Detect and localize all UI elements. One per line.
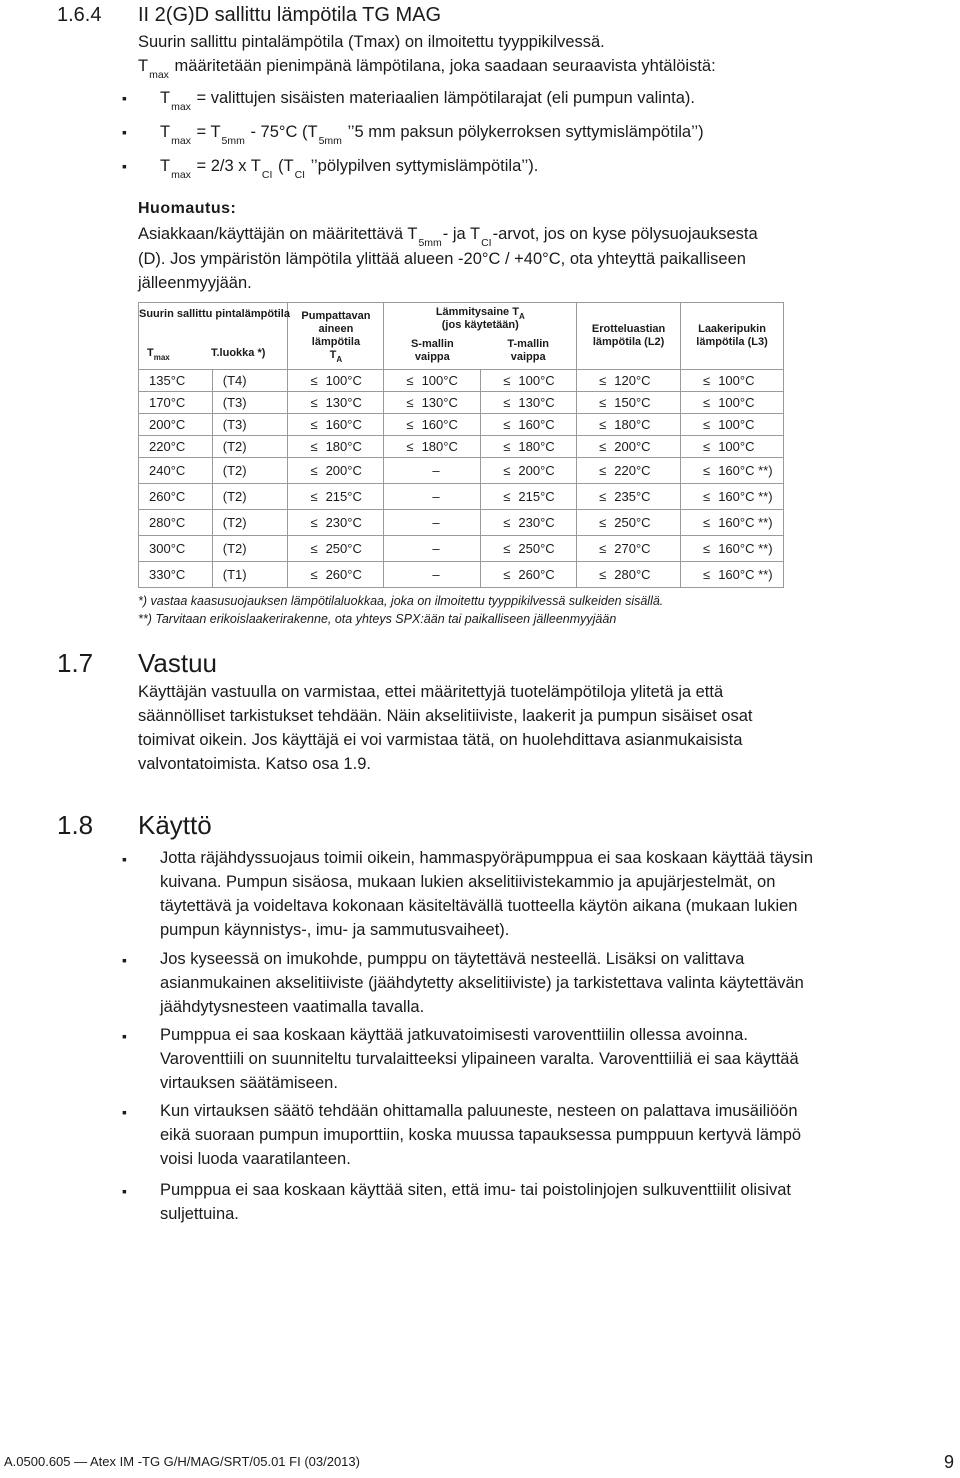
formula-sub: max <box>171 101 191 113</box>
table-cell-tmax <box>139 536 213 562</box>
bullet-icon: ▪ <box>122 1104 127 1120</box>
cell-value: 160°C **) <box>718 541 773 556</box>
note-title: Huomautus: <box>138 200 237 217</box>
cell-value: (T2) <box>222 489 247 504</box>
cell-value: 180°C <box>614 417 651 432</box>
table-cell-cls <box>212 458 288 484</box>
formula-text: = 2/3 x T <box>191 157 261 175</box>
note-line-3: jälleenmyyjään. <box>138 274 252 292</box>
table-cell-l3 <box>681 484 784 510</box>
less-equal-symbol: ≤ <box>503 489 511 504</box>
table-cell-tmax <box>139 414 213 436</box>
footnote-2: **) Tarvitaan erikoislaakerirakenne, ota yhteys SPX:ään tai paikalliseen jälleenmyyjään <box>138 612 617 626</box>
table-cell-l2 <box>577 392 681 414</box>
formula-sub: CI <box>261 169 273 181</box>
header-pumped-temp <box>288 303 384 370</box>
paragraph-line: voisi luoda vaaratilanteen. <box>160 1150 351 1168</box>
paragraph-line: valvontatoimista. Katso osa 1.9. <box>138 755 371 773</box>
table-cell-cls <box>212 510 288 536</box>
table-row <box>139 510 784 536</box>
formula-sub: 5mm <box>221 135 245 147</box>
section-title: Käyttö <box>138 810 212 840</box>
note-sub: 5mm <box>418 237 442 249</box>
formula-sub: max <box>171 169 191 181</box>
table-cell-pumped <box>288 536 384 562</box>
bullet-icon: ▪ <box>122 1183 127 1199</box>
usage-bullet-5 <box>160 1178 791 1226</box>
cell-value: (T3) <box>222 417 247 432</box>
less-equal-symbol: ≤ <box>703 541 711 556</box>
table-row <box>139 536 784 562</box>
table-row <box>139 414 784 436</box>
footnote-1: *) vastaa kaasusuojauksen lämpötilaluokkaa, joka on ilmoitettu tyyppikilvessä sulkeiden sisällä. <box>138 594 664 608</box>
paragraph-line: kuivana. Pumpun sisäosa, mukaan lukien akselitiivistekammio ja apujärjestelmät, on <box>160 873 776 891</box>
cell-value: (T2) <box>222 541 247 556</box>
bullet-icon: ▪ <box>122 158 127 174</box>
less-equal-symbol: ≤ <box>599 567 607 582</box>
formula-text: - 75°C (T <box>245 123 318 141</box>
table-cell-cls <box>212 484 288 510</box>
note-line-1 <box>138 222 758 248</box>
table-cell-l2 <box>577 436 681 458</box>
table-cell-l3 <box>681 414 784 436</box>
cell-value: (T2) <box>222 463 247 478</box>
header-heating-note: (jos käytetään) <box>441 319 519 331</box>
cell-value: 235°C <box>614 489 651 504</box>
formula-bullet-1 <box>160 86 695 112</box>
cell-value: 230°C <box>325 515 362 530</box>
cell-value: (T1) <box>222 567 247 582</box>
table-cell-pumped <box>288 484 384 510</box>
table-cell-s <box>384 458 481 484</box>
paragraph-line: Varoventtiili on suunniteltu turvalaitteeksi ylipaineen varalta. Varoventtiiliä ei saa käyttää <box>160 1050 799 1068</box>
cell-value: 200°C <box>518 463 555 478</box>
cell-value: 160°C <box>325 417 362 432</box>
cell-value: 100°C <box>421 373 458 388</box>
bullet-icon: ▪ <box>122 90 127 106</box>
less-equal-symbol: ≤ <box>599 541 607 556</box>
less-equal-symbol: ≤ <box>406 417 414 432</box>
less-equal-symbol: ≤ <box>503 541 511 556</box>
cell-value: 220°C <box>149 439 186 454</box>
cell-value: 160°C <box>518 417 555 432</box>
less-equal-symbol: ≤ <box>503 463 511 478</box>
less-equal-symbol: ≤ <box>703 463 711 478</box>
cell-value: 260°C <box>518 567 555 582</box>
less-equal-symbol: ≤ <box>503 515 511 530</box>
less-equal-symbol: ≤ <box>310 567 318 582</box>
header-heating-label <box>384 306 576 319</box>
formula-text: = valittujen sisäisten materiaalien lämpötilarajat (eli pumpun valinta). <box>191 89 695 107</box>
cell-value: (T4) <box>222 373 247 388</box>
header-heating-medium <box>384 303 577 370</box>
cell-value: 130°C <box>518 395 555 410</box>
cell-value: 160°C **) <box>718 515 773 530</box>
formula-T: T <box>160 123 171 141</box>
cell-value: 100°C <box>718 395 755 410</box>
table-row <box>139 392 784 414</box>
cell-value: 200°C <box>149 417 186 432</box>
formula-sub: max <box>171 135 191 147</box>
table-cell-s <box>384 536 481 562</box>
bullet-icon: ▪ <box>122 851 127 867</box>
cell-value: 100°C <box>518 373 555 388</box>
formula-text: ’’5 mm paksun pölykerroksen syttymislämpötila’’) <box>342 123 704 141</box>
tmax-symbol: T <box>138 57 149 75</box>
usage-bullet-3 <box>160 1023 799 1095</box>
header-pumped-sub: A <box>336 355 343 364</box>
header-heating-text: Lämmitysaine T <box>435 306 519 318</box>
note-text: - ja T <box>442 225 481 243</box>
table-cell-tmax <box>139 436 213 458</box>
table-cell-s <box>384 562 481 588</box>
cell-value: 250°C <box>614 515 651 530</box>
formula-text: = T <box>191 123 221 141</box>
note-text: -arvot, jos on kyse pölysuojauksesta <box>492 225 758 243</box>
table-cell-s <box>384 510 481 536</box>
header-s-model: S-mallin vaippa <box>410 338 454 363</box>
header-pumped-label: Pumpattavan aineen lämpötila <box>301 310 371 348</box>
cell-value: 160°C <box>421 417 458 432</box>
table-cell-l2 <box>577 458 681 484</box>
dash-symbol: – <box>432 515 440 530</box>
less-equal-symbol: ≤ <box>310 489 318 504</box>
paragraph-line: eikä suoraan pumpun imuporttiin, koska muussa tapauksessa pumppuun kertyvä lämpö <box>160 1126 802 1144</box>
table-cell-pumped <box>288 562 384 588</box>
less-equal-symbol: ≤ <box>310 463 318 478</box>
responsibility-text <box>138 680 752 776</box>
less-equal-symbol: ≤ <box>503 439 511 454</box>
less-equal-symbol: ≤ <box>703 417 711 432</box>
table-cell-cls <box>212 414 288 436</box>
less-equal-symbol: ≤ <box>310 373 318 388</box>
less-equal-symbol: ≤ <box>310 515 318 530</box>
table-cell-l2 <box>577 510 681 536</box>
table-cell-t <box>481 436 577 458</box>
cell-value: 170°C <box>149 395 186 410</box>
header-surface-temp <box>139 303 288 370</box>
cell-value: 160°C **) <box>718 567 773 582</box>
table-row <box>139 484 784 510</box>
cell-value: 300°C <box>149 541 186 556</box>
table-header-row <box>139 303 784 370</box>
paragraph-line: jäähdytysnesteen vaatimalla tavalla. <box>160 998 425 1016</box>
header-heating-subcols <box>384 338 576 364</box>
section-title: II 2(G)D sallittu lämpötila TG MAG <box>138 4 442 26</box>
table-row <box>139 436 784 458</box>
cell-value: 100°C <box>718 439 755 454</box>
cell-value: 160°C **) <box>718 463 773 478</box>
document-code: A.0500.605 — Atex IM -TG G/H/MAG/SRT/05.01 FI (03/2013) <box>4 1454 360 1469</box>
table-cell-cls <box>212 536 288 562</box>
dash-symbol: – <box>432 489 440 504</box>
cell-value: 130°C <box>421 395 458 410</box>
page-number: 9 <box>944 1452 955 1472</box>
less-equal-symbol: ≤ <box>406 395 414 410</box>
table-cell-cls <box>212 392 288 414</box>
less-equal-symbol: ≤ <box>599 395 607 410</box>
table-cell-l3 <box>681 510 784 536</box>
less-equal-symbol: ≤ <box>503 567 511 582</box>
table-cell-l3 <box>681 458 784 484</box>
paragraph-line: Jotta räjähdyssuojaus toimii oikein, hammaspyöräpumppua ei saa koskaan käyttää täysin <box>160 849 814 867</box>
less-equal-symbol: ≤ <box>599 489 607 504</box>
cell-value: 150°C <box>614 395 651 410</box>
less-equal-symbol: ≤ <box>703 489 711 504</box>
less-equal-symbol: ≤ <box>703 439 711 454</box>
cell-value: 240°C <box>149 463 186 478</box>
formula-bullet-3 <box>160 154 538 180</box>
cell-value: (T2) <box>222 439 247 454</box>
bullet-icon: ▪ <box>122 952 127 968</box>
table-row <box>139 458 784 484</box>
cell-value: 260°C <box>149 489 186 504</box>
table-row <box>139 562 784 588</box>
less-equal-symbol: ≤ <box>599 463 607 478</box>
note-text: Asiakkaan/käyttäjän on määritettävä T <box>138 225 418 243</box>
table-cell-l3 <box>681 536 784 562</box>
tmax-subscript: max <box>149 69 169 81</box>
table-cell-t <box>481 392 577 414</box>
usage-bullet-1 <box>160 846 813 942</box>
table-cell-t <box>481 414 577 436</box>
cell-value: 260°C <box>325 567 362 582</box>
section-number: 1.7 <box>57 648 94 678</box>
header-heating-sub: A <box>518 312 525 321</box>
table-cell-pumped <box>288 436 384 458</box>
table-cell-pumped <box>288 392 384 414</box>
cell-value: 280°C <box>614 567 651 582</box>
table-cell-l3 <box>681 436 784 458</box>
table-cell-tmax <box>139 392 213 414</box>
tmax-definition-text: määritetään pienimpänä lämpötilana, joka saadaan seuraavista yhtälöistä: <box>169 57 716 75</box>
paragraph-line: Kun virtauksen säätö tehdään ohittamalla paluuneste, nesteen on palattava imusäiliöön <box>160 1102 798 1120</box>
table-cell-l2 <box>577 414 681 436</box>
note-sub: CI <box>481 237 492 249</box>
table-cell-pumped <box>288 510 384 536</box>
less-equal-symbol: ≤ <box>599 417 607 432</box>
less-equal-symbol: ≤ <box>310 541 318 556</box>
less-equal-symbol: ≤ <box>406 439 414 454</box>
dash-symbol: – <box>432 463 440 478</box>
cell-value: 220°C <box>614 463 651 478</box>
less-equal-symbol: ≤ <box>703 515 711 530</box>
header-pumped-T: T <box>329 349 337 361</box>
table-cell-s <box>384 392 481 414</box>
less-equal-symbol: ≤ <box>703 395 711 410</box>
cell-value: 180°C <box>518 439 555 454</box>
table-cell-cls <box>212 370 288 392</box>
header-t-model: T-mallin vaippa <box>507 338 549 363</box>
dash-symbol: – <box>432 541 440 556</box>
less-equal-symbol: ≤ <box>599 439 607 454</box>
header-pumped-symbol <box>288 349 383 362</box>
cell-value: 270°C <box>614 541 651 556</box>
table-cell-tmax <box>139 484 213 510</box>
usage-bullet-2 <box>160 947 804 1019</box>
table-cell-s <box>384 414 481 436</box>
table-cell-l3 <box>681 370 784 392</box>
cell-value: 160°C **) <box>718 489 773 504</box>
cell-value: 130°C <box>325 395 362 410</box>
less-equal-symbol: ≤ <box>599 373 607 388</box>
cell-value: 330°C <box>149 567 186 582</box>
cell-value: 250°C <box>325 541 362 556</box>
paragraph-line: täytettävä ja voideltava kokonaan käsiteltävällä tuotteella käytön aikana (mukaan lukien <box>160 897 798 915</box>
section-number: 1.6.4 <box>57 4 102 26</box>
header-tmax-sub: max <box>153 353 170 362</box>
less-equal-symbol: ≤ <box>703 373 711 388</box>
paragraph-line: Jos kyseessä on imukohde, pumppu on täytettävä nesteellä. Lisäksi on valittava <box>160 950 745 968</box>
paragraph-line: Pumppua ei saa koskaan käyttää siten, että imu- tai poistolinjojen sulkuventtiilit olisivat <box>160 1181 791 1199</box>
dash-symbol: – <box>432 567 440 582</box>
table-cell-s <box>384 484 481 510</box>
formula-sub: CI <box>294 169 306 181</box>
less-equal-symbol: ≤ <box>406 373 414 388</box>
bullet-icon: ▪ <box>122 1028 127 1044</box>
table-cell-tmax <box>139 562 213 588</box>
header-tmax <box>147 347 170 360</box>
cell-value: 180°C <box>325 439 362 454</box>
bullet-icon: ▪ <box>122 124 127 140</box>
table-cell-tmax <box>139 458 213 484</box>
less-equal-symbol: ≤ <box>503 395 511 410</box>
cell-value: 215°C <box>518 489 555 504</box>
table-cell-pumped <box>288 370 384 392</box>
header-bearing-temp: Laakeripukin lämpötila (L3) <box>681 303 784 370</box>
cell-value: 135°C <box>149 373 186 388</box>
table-cell-l2 <box>577 484 681 510</box>
formula-text: (T <box>273 157 294 175</box>
table-cell-l2 <box>577 536 681 562</box>
table-row <box>139 370 784 392</box>
table-cell-l3 <box>681 392 784 414</box>
formula-T: T <box>160 89 171 107</box>
paragraph-line: toimivat oikein. Jos käyttäjä ei voi varmistaa tätä, on huolehdittava asianmukaisista <box>138 731 743 749</box>
formula-sub: 5mm <box>318 135 342 147</box>
table-cell-l2 <box>577 370 681 392</box>
table-cell-pumped <box>288 458 384 484</box>
less-equal-symbol: ≤ <box>310 439 318 454</box>
less-equal-symbol: ≤ <box>310 395 318 410</box>
table-cell-t <box>481 370 577 392</box>
note-line-2: (D). Jos ympäristön lämpötila ylittää alueen -20°C / +40°C, ota yhteyttä paikalliseen <box>138 250 746 268</box>
cell-value: 120°C <box>614 373 651 388</box>
paragraph-line: Käyttäjän vastuulla on varmistaa, ettei määritettyjä tuotelämpötiloja ylitetä ja että <box>138 683 724 701</box>
table-cell-tmax <box>139 510 213 536</box>
cell-value: 100°C <box>325 373 362 388</box>
cell-value: 215°C <box>325 489 362 504</box>
less-equal-symbol: ≤ <box>703 567 711 582</box>
table-cell-l3 <box>681 562 784 588</box>
cell-value: 180°C <box>421 439 458 454</box>
paragraph-line: asianmukainen akselitiiviste (jäähdytetty akselitiiviste) ja tarkistettava valinta käytettävän <box>160 974 804 992</box>
formula-T: T <box>160 157 171 175</box>
cell-value: 250°C <box>518 541 555 556</box>
cell-value: (T3) <box>222 395 247 410</box>
header-surface-label: Suurin sallittu pintalämpötila <box>139 308 290 320</box>
cell-value: 230°C <box>518 515 555 530</box>
table-cell-cls <box>212 436 288 458</box>
paragraph-line: virtauksen säätämiseen. <box>160 1074 338 1092</box>
section-number: 1.8 <box>57 810 94 840</box>
table-cell-pumped <box>288 414 384 436</box>
paragraph-line: pumpun käynnistys-, imu- ja sammutusvaiheet). <box>160 921 510 939</box>
paragraph-line: Pumppua ei saa koskaan käyttää jatkuvatoimisesti varoventtiilin ollessa avoinna. <box>160 1026 748 1044</box>
table-cell-t <box>481 458 577 484</box>
formula-text: ’’pölypilven syttymislämpötila’’). <box>306 157 539 175</box>
table-cell-tmax <box>139 370 213 392</box>
section-title: Vastuu <box>138 648 218 678</box>
table-cell-s <box>384 370 481 392</box>
table-cell-l2 <box>577 562 681 588</box>
header-class: T.luokka *) <box>211 347 266 359</box>
less-equal-symbol: ≤ <box>310 417 318 432</box>
table-cell-t <box>481 536 577 562</box>
temperature-table <box>138 302 784 588</box>
cell-value: (T2) <box>222 515 247 530</box>
table-cell-t <box>481 484 577 510</box>
table-cell-cls <box>212 562 288 588</box>
header-seal-temp: Erotteluastian lämpötila (L2) <box>577 303 681 370</box>
table-cell-t <box>481 562 577 588</box>
cell-value: 200°C <box>614 439 651 454</box>
paragraph-line: säännölliset tarkistukset tehdään. Näin akselitiiviste, laakerit ja pumpun sisäiset osat <box>138 707 753 725</box>
less-equal-symbol: ≤ <box>503 417 511 432</box>
header-tmax-T: T <box>147 347 154 359</box>
paragraph-line: suljettuina. <box>160 1205 239 1223</box>
cell-value: 100°C <box>718 417 755 432</box>
intro-text: Suurin sallittu pintalämpötila (Tmax) on ilmoitettu tyyppikilvessä. <box>138 33 605 51</box>
cell-value: 280°C <box>149 515 186 530</box>
usage-bullet-4 <box>160 1099 801 1171</box>
formula-bullet-2 <box>160 120 704 146</box>
table-cell-t <box>481 510 577 536</box>
less-equal-symbol: ≤ <box>503 373 511 388</box>
cell-value: 200°C <box>325 463 362 478</box>
less-equal-symbol: ≤ <box>599 515 607 530</box>
tmax-definition <box>138 54 716 80</box>
cell-value: 100°C <box>718 373 755 388</box>
table-cell-s <box>384 436 481 458</box>
